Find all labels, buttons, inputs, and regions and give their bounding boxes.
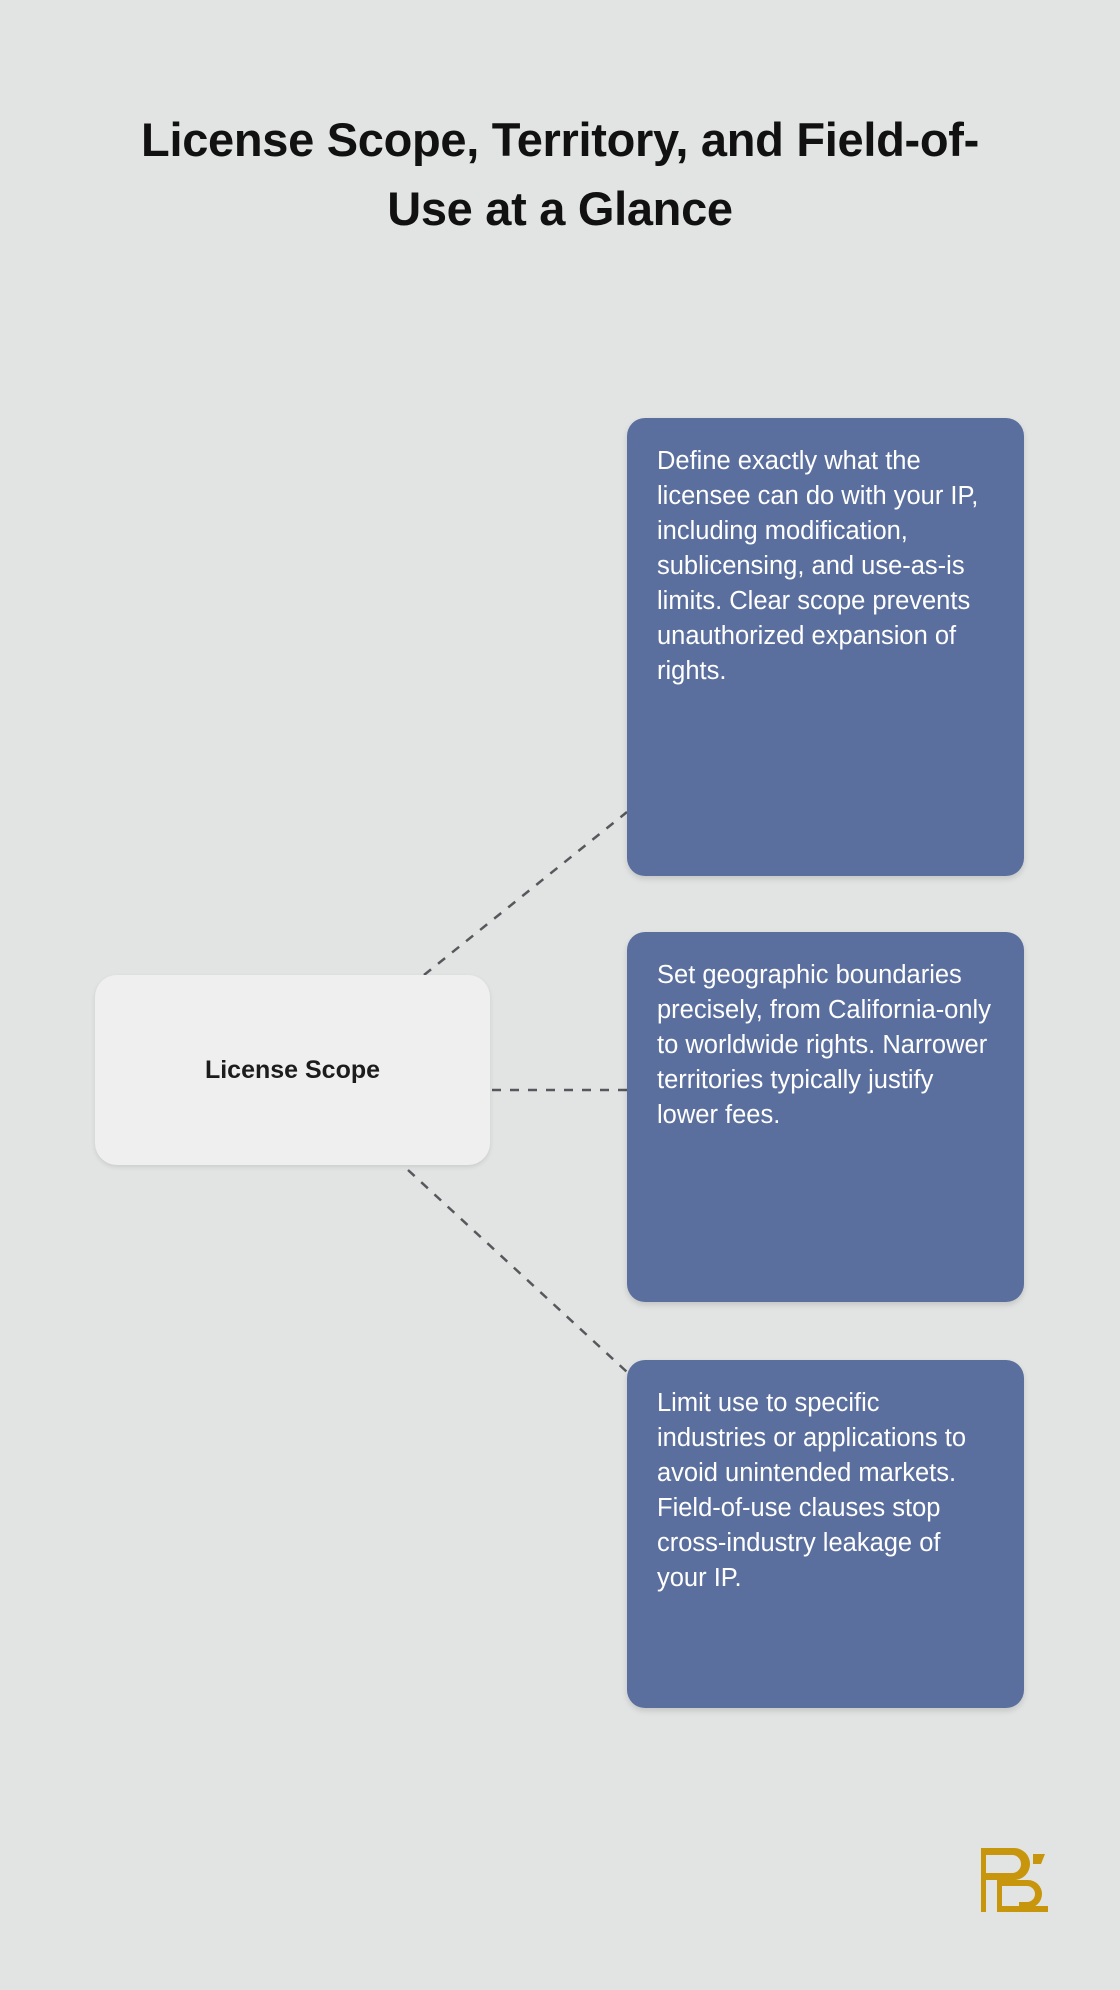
connector-line-3: [408, 1170, 627, 1372]
page-title: License Scope, Territory, and Field-of-Use at a Glance: [141, 113, 979, 236]
branch-card-2-text: Set geographic boundaries precisely, from California-only to worldwide rights. Narrower territories typically justify lower fees.: [657, 961, 991, 1129]
branch-card-2[interactable]: [627, 932, 1024, 1302]
connector-line-1: [424, 812, 627, 975]
branch-card-3-text: Limit use to specific industries or applications to avoid unintended markets. Field-of-use clauses stop cross-industry leakage of your IP.: [657, 1389, 967, 1592]
branch-card-3[interactable]: [627, 1360, 1024, 1708]
center-node[interactable]: [95, 975, 490, 1165]
center-node-label: License Scope: [204, 1055, 381, 1084]
branch-card-1-text: Define exactly what the licensee can do with your IP, including modification, sublicensing, and use-as-is limits. Clear scope prevents unauthorized expansion of rights.: [657, 447, 979, 685]
brand-monogram-logo: [975, 1840, 1055, 1920]
branch-card-1[interactable]: [627, 418, 1024, 876]
